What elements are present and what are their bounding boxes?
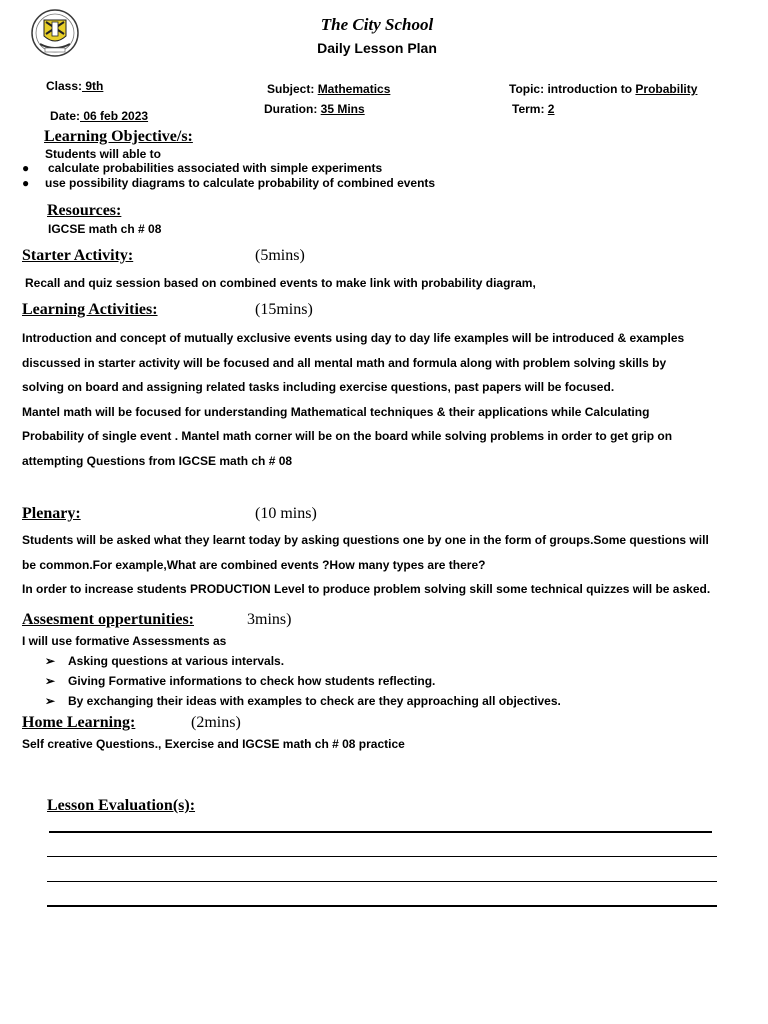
objective-item: use possibility diagrams to calculate probability of combined events xyxy=(45,176,436,190)
term-label: Term: xyxy=(512,102,545,116)
term-value: 2 xyxy=(547,102,555,116)
starter-text: Recall and quiz session based on combined events to make link with probability diagram, xyxy=(25,276,536,290)
plenary-time: (10 mins) xyxy=(255,505,317,522)
date-label: Date: xyxy=(50,109,81,123)
class-label: Class: xyxy=(46,79,83,93)
objective-item: calculate probabilities associated with simple experiments xyxy=(48,161,383,175)
plenary-line: be common.For example,What are combined events ?How many types are there? xyxy=(22,557,486,572)
subject-field xyxy=(267,82,390,96)
evaluation-line xyxy=(47,881,717,882)
bullet-dot-icon: ● xyxy=(22,161,30,175)
class-value: 9th xyxy=(82,79,104,93)
evaluation-heading: Lesson Evaluation(s): xyxy=(47,797,196,814)
assessment-time: 3mins) xyxy=(247,611,292,628)
learning-activities-line: attempting Questions from IGCSE math ch # 08 xyxy=(22,453,293,468)
resources-text: IGCSE math ch # 08 xyxy=(48,222,162,236)
topic-value: Probability xyxy=(635,82,698,96)
starter-time: (5mins) xyxy=(255,247,305,264)
date-field xyxy=(50,109,148,123)
evaluation-line xyxy=(47,856,717,857)
arrow-bullet-icon: ➢ xyxy=(45,654,56,668)
term-field xyxy=(512,102,554,116)
objectives-heading: Learning Objective/s: xyxy=(44,128,193,145)
learning-activities-line: Mantel math will be focused for understanding Mathematical techniques & their applications while Calculating xyxy=(22,404,650,419)
assessment-heading: Assesment oppertunities: xyxy=(22,611,194,628)
learning-activities-body xyxy=(22,326,734,473)
objectives-intro: Students will able to xyxy=(45,147,162,161)
assessment-item: Asking questions at various intervals. xyxy=(68,654,285,668)
arrow-bullet-icon: ➢ xyxy=(45,694,56,708)
learning-activities-line: Probability of single event . Mantel math corner will be on the board while solving problems in order to get grip on xyxy=(22,429,673,443)
assessment-intro: I will use formative Assessments as xyxy=(22,634,227,648)
duration-field xyxy=(264,102,365,116)
starter-heading: Starter Activity: xyxy=(22,247,134,264)
duration-value: 35 Mins xyxy=(320,102,365,116)
learning-activities-line: discussed in starter activity will be focused and all mental math and formula along with problem solving skills by xyxy=(22,355,667,370)
home-learning-heading: Home Learning: xyxy=(22,714,136,731)
plan-title: Daily Lesson Plan xyxy=(317,40,437,56)
duration-label: Duration: xyxy=(264,102,318,116)
school-name: The City School xyxy=(320,15,434,34)
plenary-body xyxy=(22,528,734,602)
subject-label: Subject: xyxy=(267,82,315,96)
topic-field xyxy=(509,82,697,96)
evaluation-line xyxy=(47,905,717,907)
plenary-heading: Plenary: xyxy=(22,505,81,522)
evaluation-line xyxy=(49,831,712,833)
resources-heading: Resources: xyxy=(47,202,122,219)
plenary-line: Students will be asked what they learnt today by asking questions one by one in the form of groups.Some questions will xyxy=(22,533,709,547)
date-value: 06 feb 2023 xyxy=(80,109,149,123)
learning-activities-line: Introduction and concept of mutually exclusive events using day to day life examples will be introduced & examples xyxy=(22,331,685,345)
home-learning-text: Self creative Questions., Exercise and IGCSE math ch # 08 practice xyxy=(22,737,405,751)
home-learning-time: (2mins) xyxy=(191,714,241,731)
learning-activities-heading: Learning Activities: xyxy=(22,301,158,318)
bullet-dot-icon: ● xyxy=(22,176,30,190)
plenary-line: In order to increase students PRODUCTION Level to produce problem solving skill some technical quizzes will be asked. xyxy=(22,582,711,596)
topic-label: Topic: introduction to xyxy=(509,82,636,96)
assessment-item: Giving Formative informations to check how students reflecting. xyxy=(68,674,436,688)
subject-value: Mathematics xyxy=(317,82,391,96)
learning-activities-line: solving on board and assigning related tasks including exercise questions, past papers will be focused. xyxy=(22,380,615,394)
class-field xyxy=(46,79,103,93)
arrow-bullet-icon: ➢ xyxy=(45,674,56,688)
learning-activities-time: (15mins) xyxy=(255,301,313,318)
assessment-item: By exchanging their ideas with examples to check are they approaching all objectives. xyxy=(68,694,561,708)
